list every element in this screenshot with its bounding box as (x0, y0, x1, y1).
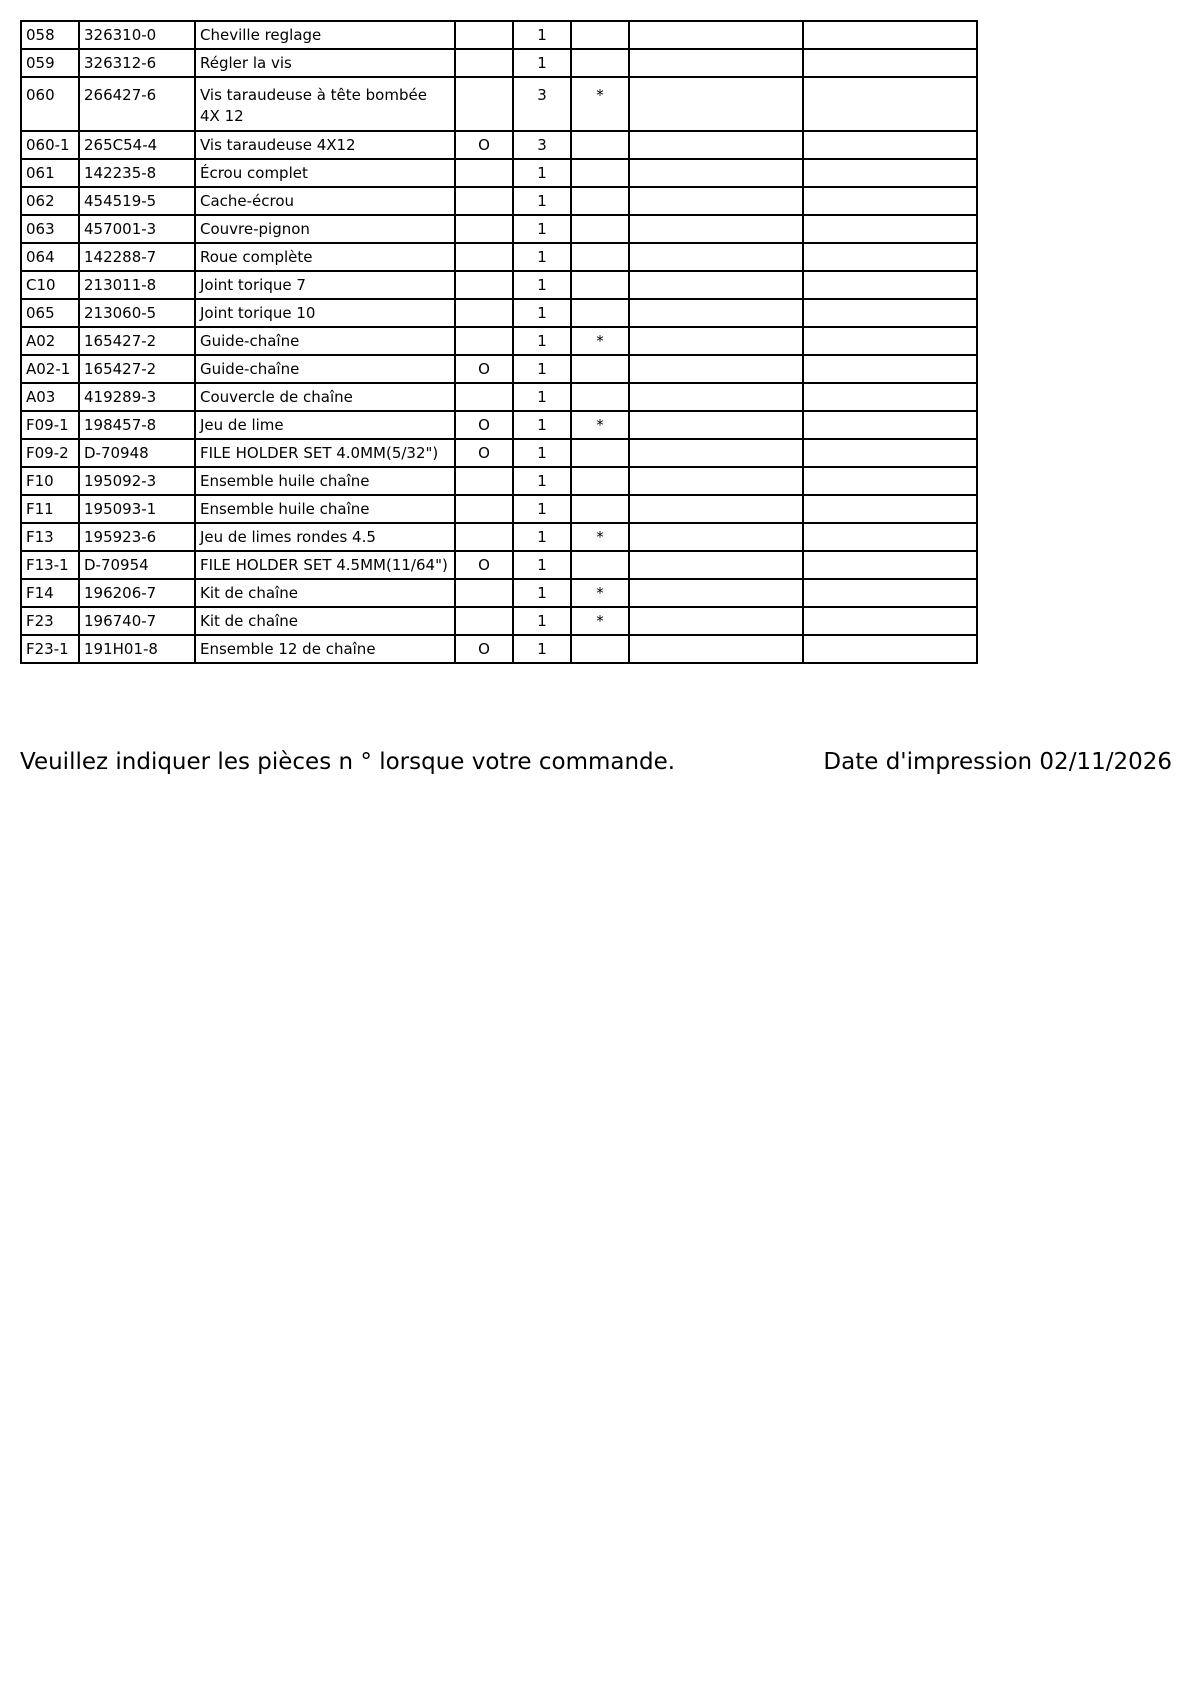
blank-cell (803, 551, 977, 579)
part-number-cell: 142235-8 (79, 159, 195, 187)
quantity-cell: 3 (513, 77, 571, 131)
table-row (21, 243, 977, 271)
ref-number-cell: F09-1 (21, 411, 79, 439)
blank-cell (629, 327, 803, 355)
description-cell: Guide-chaîne (195, 355, 455, 383)
option-cell (455, 49, 513, 77)
note-mark-cell: * (571, 77, 629, 131)
option-cell: O (455, 635, 513, 663)
blank-cell (803, 159, 977, 187)
note-mark-cell (571, 271, 629, 299)
option-cell (455, 271, 513, 299)
print-date: Date d'impression 02/11/2026 (823, 749, 1172, 775)
quantity-cell: 3 (513, 131, 571, 159)
ref-number-cell: A02 (21, 327, 79, 355)
quantity-cell: 1 (513, 355, 571, 383)
blank-cell (629, 215, 803, 243)
ref-number-cell: F23-1 (21, 635, 79, 663)
part-number-cell: D-70954 (79, 551, 195, 579)
description-cell: Vis taraudeuse à tête bombée 4X 12 (195, 77, 455, 131)
note-mark-cell (571, 355, 629, 383)
blank-cell (803, 131, 977, 159)
table-row (21, 187, 977, 215)
blank-cell (629, 495, 803, 523)
option-cell (455, 327, 513, 355)
note-mark-cell (571, 635, 629, 663)
blank-cell (629, 579, 803, 607)
option-cell (455, 187, 513, 215)
quantity-cell: 1 (513, 635, 571, 663)
blank-cell (629, 467, 803, 495)
blank-cell (803, 579, 977, 607)
blank-cell (629, 607, 803, 635)
option-cell (455, 607, 513, 635)
table-row (21, 551, 977, 579)
note-mark-cell (571, 551, 629, 579)
table-row (21, 467, 977, 495)
description-cell: Roue complète (195, 243, 455, 271)
note-mark-cell (571, 495, 629, 523)
ref-number-cell: F10 (21, 467, 79, 495)
quantity-cell: 1 (513, 21, 571, 49)
blank-cell (803, 299, 977, 327)
description-cell: Écrou complet (195, 159, 455, 187)
description-cell: FILE HOLDER SET 4.5MM(11/64") (195, 551, 455, 579)
option-cell: O (455, 411, 513, 439)
blank-cell (629, 355, 803, 383)
option-cell: O (455, 131, 513, 159)
quantity-cell: 1 (513, 607, 571, 635)
option-cell (455, 159, 513, 187)
blank-cell (803, 327, 977, 355)
part-number-cell: D-70948 (79, 439, 195, 467)
option-cell: O (455, 551, 513, 579)
blank-cell (629, 159, 803, 187)
table-row (21, 523, 977, 551)
ref-number-cell: F11 (21, 495, 79, 523)
table-row (21, 383, 977, 411)
description-cell: Régler la vis (195, 49, 455, 77)
table-row (21, 215, 977, 243)
quantity-cell: 1 (513, 243, 571, 271)
quantity-cell: 1 (513, 299, 571, 327)
description-cell: Vis taraudeuse 4X12 (195, 131, 455, 159)
part-number-cell: 457001-3 (79, 215, 195, 243)
description-cell: FILE HOLDER SET 4.0MM(5/32") (195, 439, 455, 467)
description-cell: Guide-chaîne (195, 327, 455, 355)
blank-cell (803, 21, 977, 49)
description-cell: Cheville reglage (195, 21, 455, 49)
blank-cell (803, 383, 977, 411)
note-mark-cell (571, 383, 629, 411)
table-row (21, 159, 977, 187)
part-number-cell: 142288-7 (79, 243, 195, 271)
note-mark-cell (571, 439, 629, 467)
part-number-cell: 266427-6 (79, 77, 195, 131)
description-cell: Ensemble huile chaîne (195, 467, 455, 495)
ref-number-cell: C10 (21, 271, 79, 299)
quantity-cell: 1 (513, 159, 571, 187)
option-cell (455, 467, 513, 495)
description-cell: Joint torique 10 (195, 299, 455, 327)
blank-cell (803, 187, 977, 215)
blank-cell (629, 187, 803, 215)
ref-number-cell: 065 (21, 299, 79, 327)
part-number-cell: 196740-7 (79, 607, 195, 635)
part-number-cell: 195093-1 (79, 495, 195, 523)
parts-table (20, 20, 978, 664)
quantity-cell: 1 (513, 579, 571, 607)
blank-cell (803, 411, 977, 439)
description-cell: Cache-écrou (195, 187, 455, 215)
ref-number-cell: A02-1 (21, 355, 79, 383)
ref-number-cell: F14 (21, 579, 79, 607)
order-instruction-note: Veuillez indiquer les pièces n ° lorsque votre commande. (20, 749, 676, 775)
blank-cell (803, 355, 977, 383)
part-number-cell: 213011-8 (79, 271, 195, 299)
ref-number-cell: F23 (21, 607, 79, 635)
note-mark-cell (571, 159, 629, 187)
ref-number-cell: F13-1 (21, 551, 79, 579)
blank-cell (803, 77, 977, 131)
table-row (21, 495, 977, 523)
blank-cell (629, 551, 803, 579)
description-cell: Ensemble huile chaîne (195, 495, 455, 523)
quantity-cell: 1 (513, 49, 571, 77)
part-number-cell: 165427-2 (79, 355, 195, 383)
blank-cell (803, 607, 977, 635)
note-mark-cell (571, 187, 629, 215)
table-row (21, 49, 977, 77)
quantity-cell: 1 (513, 187, 571, 215)
part-number-cell: 326312-6 (79, 49, 195, 77)
blank-cell (803, 635, 977, 663)
ref-number-cell: F09-2 (21, 439, 79, 467)
part-number-cell: 196206-7 (79, 579, 195, 607)
option-cell (455, 21, 513, 49)
ref-number-cell: A03 (21, 383, 79, 411)
blank-cell (803, 439, 977, 467)
option-cell: O (455, 355, 513, 383)
blank-cell (803, 243, 977, 271)
option-cell (455, 299, 513, 327)
ref-number-cell: F13 (21, 523, 79, 551)
note-mark-cell: * (571, 327, 629, 355)
note-mark-cell: * (571, 607, 629, 635)
note-mark-cell (571, 21, 629, 49)
ref-number-cell: 058 (21, 21, 79, 49)
option-cell (455, 579, 513, 607)
table-row (21, 579, 977, 607)
description-cell: Kit de chaîne (195, 607, 455, 635)
option-cell: O (455, 439, 513, 467)
blank-cell (629, 49, 803, 77)
blank-cell (629, 523, 803, 551)
blank-cell (803, 215, 977, 243)
note-mark-cell: * (571, 523, 629, 551)
note-mark-cell (571, 299, 629, 327)
blank-cell (629, 439, 803, 467)
quantity-cell: 1 (513, 327, 571, 355)
quantity-cell: 1 (513, 495, 571, 523)
description-cell: Jeu de lime (195, 411, 455, 439)
ref-number-cell: 064 (21, 243, 79, 271)
quantity-cell: 1 (513, 271, 571, 299)
part-number-cell: 195923-6 (79, 523, 195, 551)
option-cell (455, 383, 513, 411)
blank-cell (803, 495, 977, 523)
option-cell (455, 523, 513, 551)
table-row (21, 271, 977, 299)
blank-cell (629, 77, 803, 131)
quantity-cell: 1 (513, 411, 571, 439)
description-cell: Ensemble 12 de chaîne (195, 635, 455, 663)
part-number-cell: 165427-2 (79, 327, 195, 355)
blank-cell (803, 467, 977, 495)
quantity-cell: 1 (513, 215, 571, 243)
option-cell (455, 495, 513, 523)
blank-cell (629, 131, 803, 159)
quantity-cell: 1 (513, 439, 571, 467)
note-mark-cell: * (571, 579, 629, 607)
part-number-cell: 195092-3 (79, 467, 195, 495)
ref-number-cell: 060-1 (21, 131, 79, 159)
blank-cell (629, 243, 803, 271)
description-cell: Joint torique 7 (195, 271, 455, 299)
blank-cell (803, 49, 977, 77)
part-number-cell: 454519-5 (79, 187, 195, 215)
quantity-cell: 1 (513, 383, 571, 411)
blank-cell (629, 411, 803, 439)
table-row (21, 635, 977, 663)
ref-number-cell: 062 (21, 187, 79, 215)
note-mark-cell (571, 243, 629, 271)
blank-cell (629, 271, 803, 299)
ref-number-cell: 059 (21, 49, 79, 77)
note-mark-cell (571, 49, 629, 77)
quantity-cell: 1 (513, 467, 571, 495)
blank-cell (803, 271, 977, 299)
description-cell: Couvercle de chaîne (195, 383, 455, 411)
part-number-cell: 191H01-8 (79, 635, 195, 663)
note-mark-cell (571, 131, 629, 159)
note-mark-cell (571, 215, 629, 243)
ref-number-cell: 063 (21, 215, 79, 243)
option-cell (455, 243, 513, 271)
option-cell (455, 77, 513, 131)
table-row (21, 21, 977, 49)
note-mark-cell (571, 467, 629, 495)
part-number-cell: 198457-8 (79, 411, 195, 439)
table-row (21, 607, 977, 635)
description-cell: Jeu de limes rondes 4.5 (195, 523, 455, 551)
blank-cell (629, 21, 803, 49)
description-cell: Kit de chaîne (195, 579, 455, 607)
blank-cell (629, 635, 803, 663)
blank-cell (629, 383, 803, 411)
table-row (21, 439, 977, 467)
note-mark-cell: * (571, 411, 629, 439)
ref-number-cell: 060 (21, 77, 79, 131)
part-number-cell: 213060-5 (79, 299, 195, 327)
part-number-cell: 326310-0 (79, 21, 195, 49)
table-row (21, 131, 977, 159)
quantity-cell: 1 (513, 523, 571, 551)
parts-table-body (21, 21, 977, 663)
table-row (21, 77, 977, 131)
option-cell (455, 215, 513, 243)
table-row (21, 411, 977, 439)
part-number-cell: 265C54-4 (79, 131, 195, 159)
table-row (21, 355, 977, 383)
blank-cell (629, 299, 803, 327)
part-number-cell: 419289-3 (79, 383, 195, 411)
table-row (21, 299, 977, 327)
ref-number-cell: 061 (21, 159, 79, 187)
table-row (21, 327, 977, 355)
blank-cell (803, 523, 977, 551)
description-cell: Couvre-pignon (195, 215, 455, 243)
quantity-cell: 1 (513, 551, 571, 579)
